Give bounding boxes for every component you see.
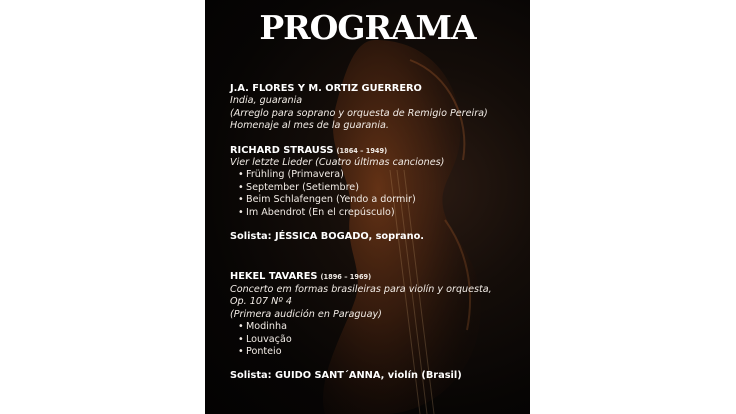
- list-item: • Ponteio: [246, 346, 526, 358]
- program-list: [230, 83, 526, 383]
- piece-tavares: [230, 271, 526, 382]
- composer-heading: J.A. FLORES Y M. ORTIZ GUERRERO: [230, 83, 422, 94]
- work-note: Homenaje al mes de la guarania.: [230, 120, 389, 132]
- list-item: • Louvação: [246, 334, 526, 346]
- work-title: India, guarania: [230, 95, 303, 107]
- movement-list: [230, 321, 526, 358]
- list-item: • Beim Schlafengen (Yendo a dormir): [246, 194, 526, 206]
- work-note: (Arreglo para soprano y orquesta de Remigio Pereira): [230, 107, 488, 119]
- list-item: • Im Abendrot (En el crepúsculo): [246, 207, 526, 219]
- page-title: PROGRAMA: [259, 8, 476, 47]
- work-title: Concerto em formas brasileiras para violín y orquesta,: [230, 283, 492, 295]
- composer-years: (1864 – 1949): [336, 146, 388, 155]
- composer-heading: [230, 145, 526, 157]
- work-note: (Primera audición en Paraguay): [230, 308, 382, 320]
- list-item: • Frühling (Primavera): [246, 169, 526, 181]
- soloist-line: Solista: GUIDO SANT´ANNA, violín (Brasil): [230, 370, 462, 382]
- soloist-line: Solista: JÉSSICA BOGADO, soprano.: [230, 231, 425, 243]
- work-title: Vier letzte Lieder (Cuatro últimas canciones): [230, 157, 445, 169]
- list-item: • Modinha: [246, 321, 526, 333]
- composer-years: (1896 – 1969): [320, 273, 372, 282]
- list-item: • September (Setiembre): [246, 182, 526, 194]
- program-poster: [205, 0, 530, 414]
- piece-flores-ortiz: [230, 83, 526, 133]
- movement-list: [230, 169, 526, 219]
- work-opus: Op. 107 Nº 4: [230, 296, 292, 308]
- piece-strauss: [230, 145, 526, 244]
- composer-heading: [230, 271, 526, 283]
- composer-name: RICHARD STRAUSS: [230, 144, 334, 156]
- composer-name: HEKEL TAVARES: [230, 271, 318, 283]
